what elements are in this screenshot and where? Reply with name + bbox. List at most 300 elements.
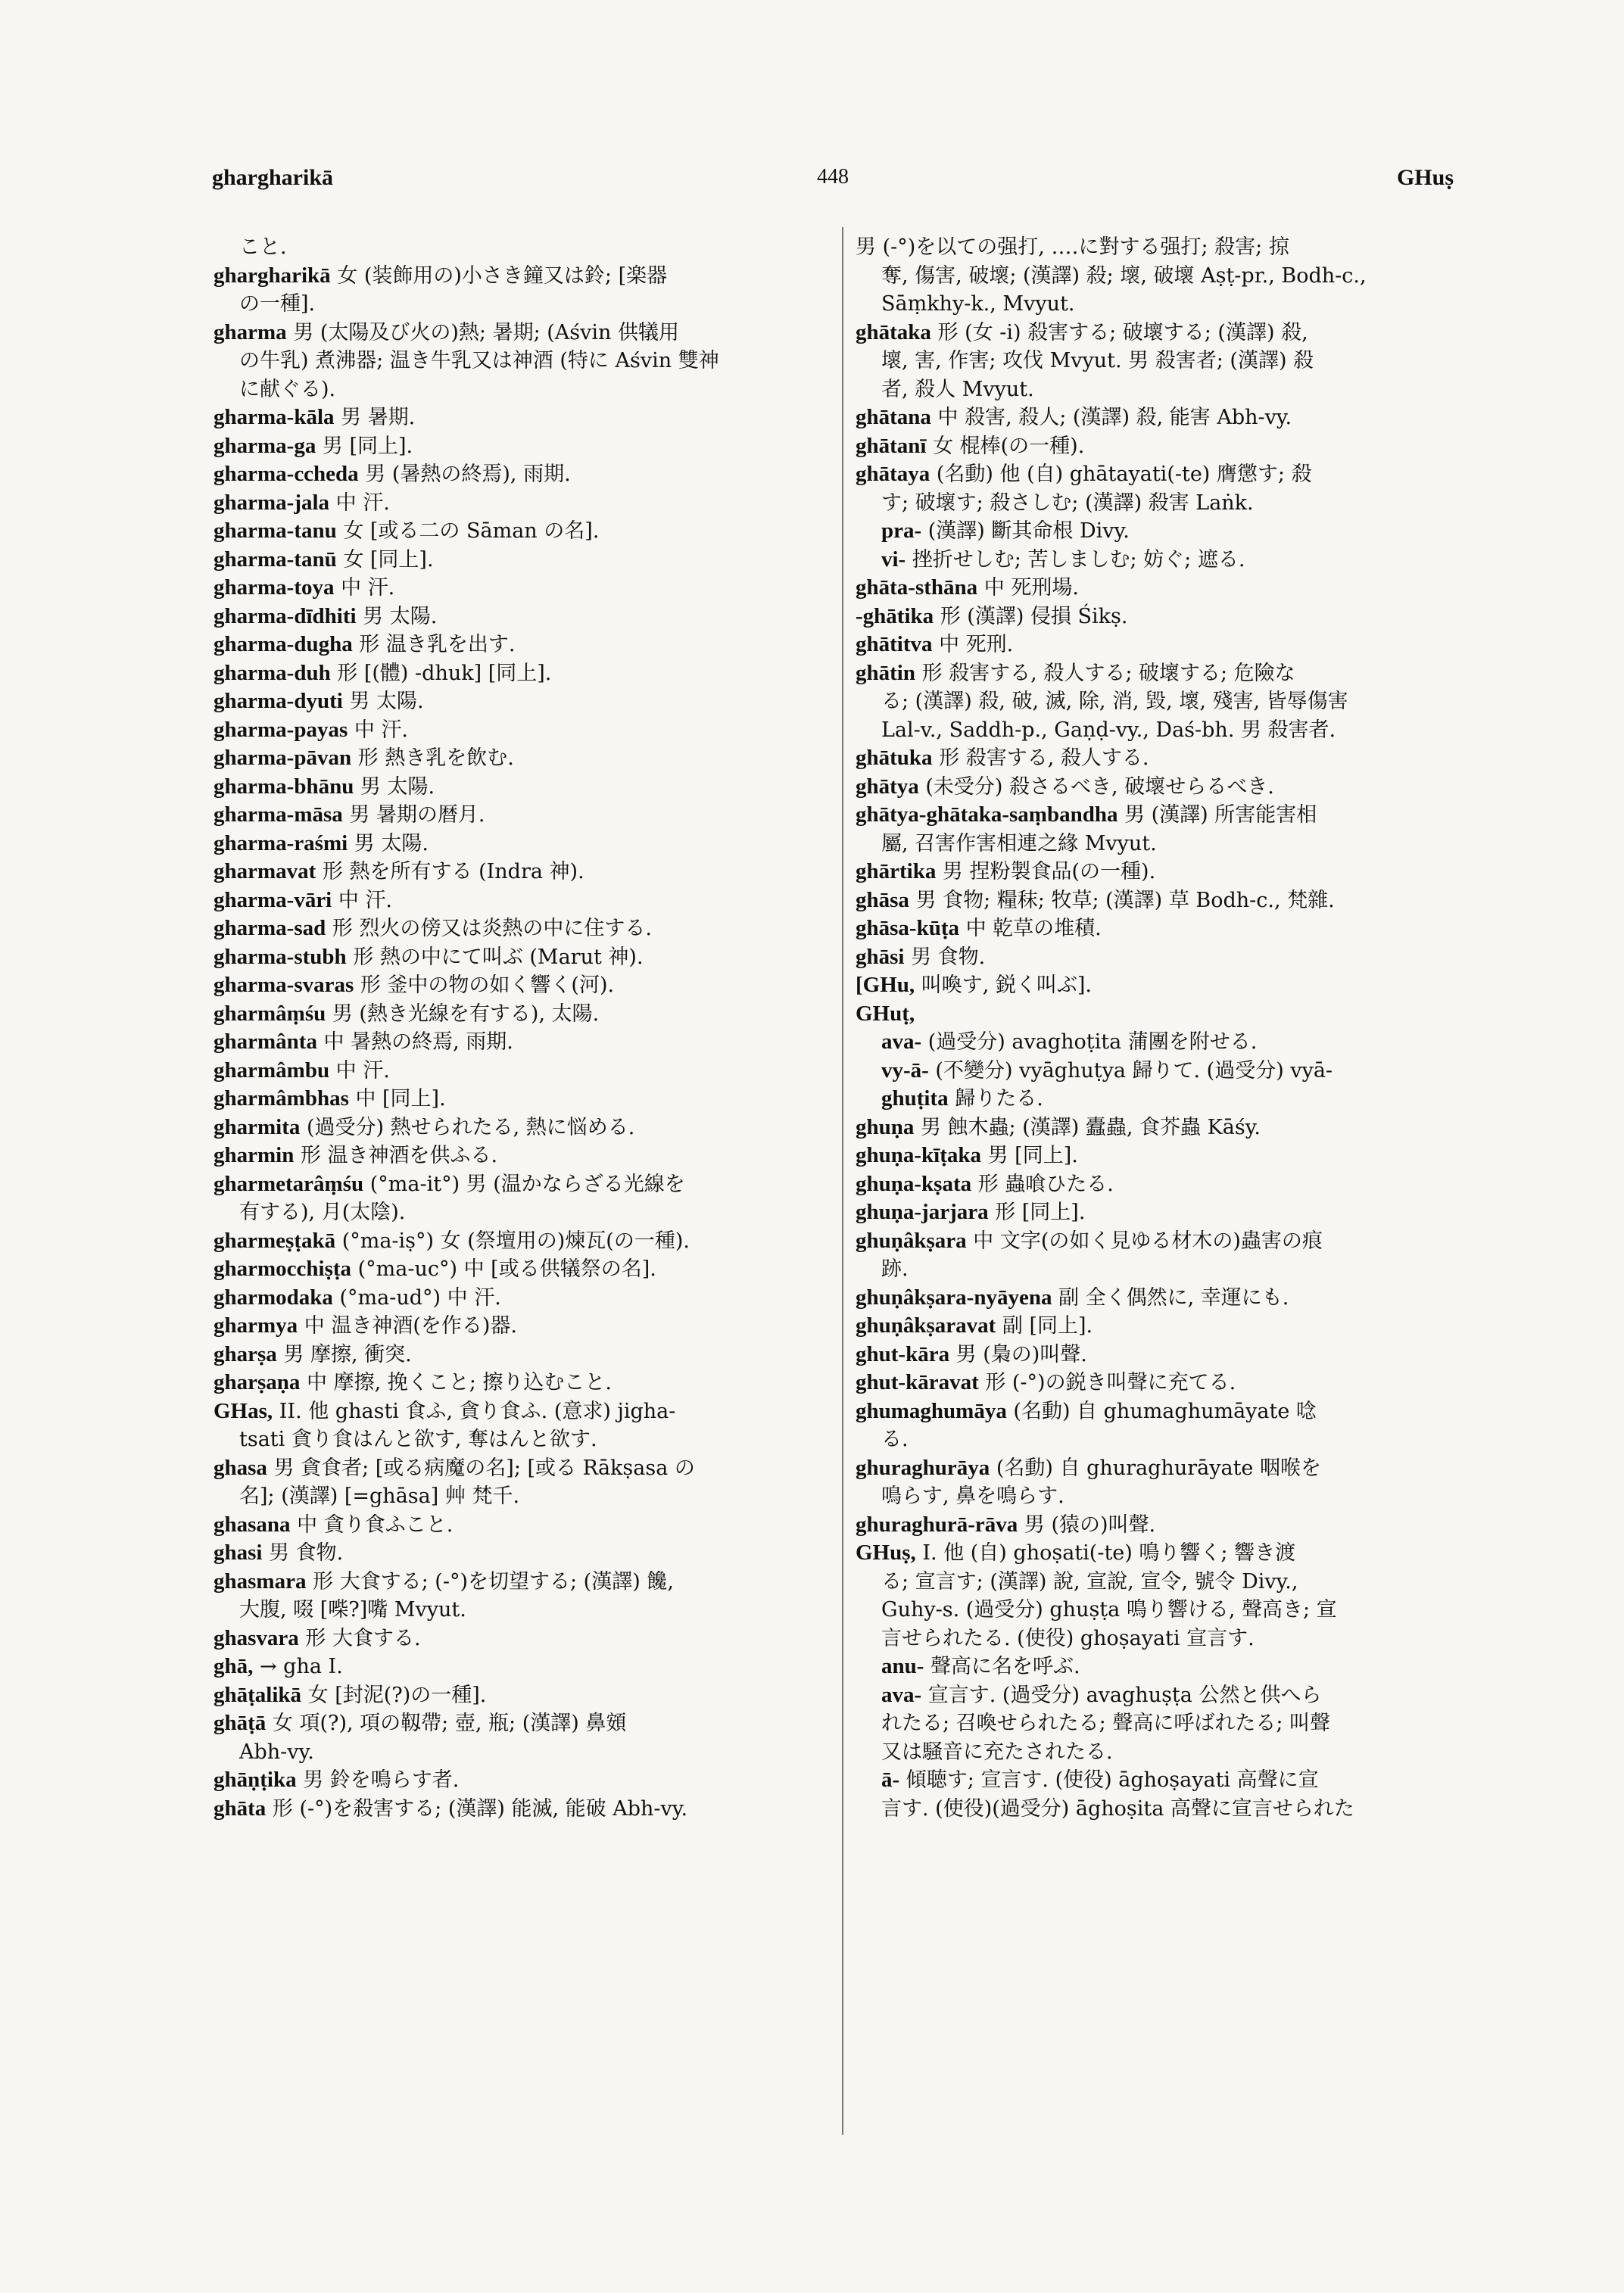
definition-text: 形 熱き乳を飲む. [351,746,514,770]
headword: ghāsi [856,944,905,969]
entry-line [214,1227,842,1256]
definition-text: Guhy-s. (過受分) ghuṣṭa 鳴り響ける, 聲高き; 宣 [881,1598,1337,1622]
definition-text: 女 (装飾用の)小さき鐘又は鈴; [楽器 [330,263,668,288]
headword: gharmâmbu [214,1058,330,1083]
headword: gharṣaṇa [214,1370,301,1394]
definition-text: 形 釜中の物の如く響く(河). [354,974,615,997]
definition-text: る; (漢譯) 殺, 破, 滅, 除, 消, 毀, 壞, 殘害, 皆辱傷害 [881,690,1348,713]
column-divider [842,227,843,2135]
definition-text: 壞, 害, 作害; 攻伐 Mvyut. 男 殺害者; (漢譯) 殺 [881,349,1314,372]
headword: ghāṇṭika [214,1768,297,1792]
definition-text: 名]; (漢譯) [=ghāsa] 艸 梵千. [239,1485,520,1508]
entry-line [856,914,1484,943]
headword: gharma-dyuti [214,689,343,713]
headword: ghuṇâkṣara-nyāyena [856,1285,1052,1310]
definition-text: 男 食物. [262,1541,344,1565]
entry-line [214,1709,842,1738]
headword: ghuṇa-kīṭaka [856,1143,982,1167]
definition-text: 男 貪食者; [或る病魔の名]; [或る Rākṣasa の [267,1456,695,1480]
entry-line [856,687,1484,716]
definition-text: 男 鈴を鳴らす者. [296,1768,460,1792]
definition-text: 中 温き神酒(を作る)器. [298,1314,517,1338]
definition-text: 男 食物. [904,945,986,969]
definition-text: 女 [同上]. [336,547,434,572]
definition-text: 中 汗. [334,576,395,600]
page-header [212,165,1454,203]
entry-line [856,1596,1484,1625]
entry-line [856,773,1484,802]
definition-text: 形 温き乳を出す. [352,633,516,656]
entry-line [214,1114,842,1142]
headword: ghātitva [856,632,933,656]
entry-line [856,1255,1484,1284]
entry-line [214,1511,842,1540]
entry-line [856,1000,1484,1029]
entry-line [856,659,1484,688]
entry-line [856,233,1484,262]
definition-text: 者, 殺人 Mvyut. [881,377,1034,401]
definition-text: 男 蝕木蟲; (漢譯) 蠹蟲, 食芥蟲 Kāśy. [914,1115,1261,1139]
headword: GHas, [214,1398,273,1423]
entry-line [214,603,842,631]
headword: ghārtika [856,859,937,883]
entry-line [214,460,842,489]
definition-text: 女 [封泥(?)の一種]. [301,1683,487,1707]
definition-text: (漢譯) 斷其命根 Divy. [921,519,1130,543]
right-column [856,233,1484,1823]
entry-line [214,1795,842,1824]
headword: gharma-duh [214,660,331,685]
entry-line [856,574,1484,603]
definition-text: 男 (暑熱の終焉), 雨期. [358,463,571,486]
headword: gharma-stubh [214,944,347,969]
entry-line [856,1114,1484,1142]
headword: ghuṭita [881,1086,949,1111]
headword: ghātin [856,660,915,685]
headword: ghasi [214,1541,263,1565]
entry-line [856,489,1484,518]
definition-text: 挫折せしむ; 苦しましむ; 妨ぐ; 遮る. [906,547,1245,572]
headword: gharmetarâṃśu [214,1171,364,1196]
headword: ghātya [856,774,919,799]
headword: ghasa [214,1455,267,1480]
entry-line [214,858,842,886]
definition-text: 形 蟲喰ひたる. [971,1172,1114,1196]
definition-text: 中 摩擦, 挽くこと; 擦り込むこと. [300,1371,613,1394]
definition-text: 中 死刑場. [977,576,1079,600]
entry-line [856,1766,1484,1795]
definition-text: 男 (梟の)叫聲. [949,1342,1087,1366]
page-number: 448 [817,165,849,188]
definition-text: 叫喚す, 鋭く叫ぶ]. [915,974,1093,997]
entry-line [856,319,1484,347]
definition-text: す; 破壞す; 殺さしむ; (漢譯) 殺害 Laṅk. [881,491,1254,515]
entry-line [214,403,842,432]
definition-text: 言せられたる. (使役) ghoṣayati 宣言す. [881,1626,1255,1650]
entry-line [214,1397,842,1426]
definition-text: 中 汗. [329,1058,390,1083]
definition-text: (過受分) 熱せられたる, 熱に悩める. [300,1115,635,1139]
entry-line [214,1142,842,1170]
definition-text: の一種]. [239,292,316,316]
entry-line [214,1198,842,1227]
definition-text: 男 捏粉製食品(の一種). [936,860,1156,883]
headword: ava- [881,1682,922,1707]
definition-text: 中 暑熱の終焉, 雨期. [316,1030,513,1054]
entry-line [214,830,842,858]
definition-text: 男 太陽. [354,774,435,799]
definition-text: (名動) 自 ghumaghumāyate 唸 [1006,1399,1317,1423]
definition-text: 又は騒音に充たされたる. [881,1740,1113,1764]
headword: [GHu, [856,973,915,997]
definition-text: 副 全く偶然に, 幸運にも. [1052,1285,1289,1310]
definition-text: 有する), 月(太陰). [239,1201,406,1224]
definition-text: 形 烈火の傍又は炎熱の中に住する. [326,917,652,940]
entry-line [856,1511,1484,1540]
entry-line [214,886,842,915]
entry-line [214,1568,842,1597]
entry-line [856,603,1484,631]
entry-line [856,744,1484,773]
headword: ghāta [214,1796,267,1821]
entry-line [214,1454,842,1483]
entry-line [856,886,1484,915]
entry-line [214,744,842,773]
entry-line [856,1028,1484,1057]
entry-line [856,1738,1484,1767]
headword: ghuṇa-kṣata [856,1171,972,1196]
definition-text: → gha I. [253,1655,343,1678]
entry-line [856,1795,1484,1824]
headword: ghāṭā [214,1711,267,1735]
definition-text: 中 汗. [332,888,392,912]
entry-line [214,1425,842,1454]
definition-text: 歸りたる. [948,1087,1043,1111]
entry-line [214,1255,842,1284]
entry-line [214,517,842,546]
entry-line [214,971,842,1000]
definition-text: 形 [同上]. [988,1201,1086,1224]
entry-line [214,290,842,319]
entry-line [214,1766,842,1795]
headword: gharma-tanū [214,547,337,572]
definition-text: tsati 貪り食はんと欲す, 奪はんと欲す. [239,1428,597,1451]
definition-text: 中 貪り食ふこと. [290,1513,454,1537]
definition-text: 跡. [881,1257,909,1281]
definition-text: II. 他 ghasti 食ふ, 貪り食ふ. (意求) jigha- [273,1399,676,1423]
entry-line [856,1369,1484,1397]
header-left-guideword: ghargharikā [212,165,334,190]
definition-text: 女 棍棒(の一種). [926,434,1085,458]
definition-text: 男 太陽. [342,690,424,713]
definition-text: 男 [同上]. [981,1144,1078,1167]
definition-text: 副 [同上]. [996,1314,1093,1338]
entry-line [214,347,842,375]
definition-text: に献ぐる). [239,377,336,401]
headword: ghumaghumāya [856,1398,1007,1423]
definition-text: 奪, 傷害, 破壞; (漢譯) 殺; 壞, 破壞 Aṣṭ-pr., Bodh-c., [881,263,1367,288]
definition-text: 形 熱を所有する (Indra 神). [316,860,584,883]
headword: gharma-dīdhiti [214,603,357,628]
headword: ghuṇâkṣaravat [856,1313,996,1338]
headword: gharma-vāri [214,887,332,912]
definition-text: (°ma-it°) 男 (温かならざる光線を [363,1172,685,1196]
entry-line [856,1425,1484,1454]
entry-line [856,971,1484,1000]
definition-text: 形 温き神酒を供ふる. [294,1144,498,1167]
definition-text: Lal-v., Saddh-p., Gaṇḍ-vy., Daś-bh. 男 殺害者. [881,718,1336,742]
entry-line [214,489,842,518]
entry-line [856,1625,1484,1653]
headword: gharma-dugha [214,632,353,656]
entry-line [214,1000,842,1029]
headword: ghuṇa [856,1114,915,1139]
entry-line [214,1312,842,1341]
headword: gharma-ga [214,433,316,458]
entry-line [856,1568,1484,1597]
headword: ghuraghurā-rāva [856,1512,1018,1537]
definition-text: 中 汗. [348,718,408,742]
entry-line [214,1284,842,1313]
definition-text: (°ma-uc°) 中 [或る供犠祭の名]. [351,1257,656,1281]
entry-line [856,1454,1484,1483]
entry-line [856,403,1484,432]
headword: ghasana [214,1512,291,1537]
entry-line [214,546,842,575]
headword: ghuṇâkṣara [856,1228,967,1253]
definition-text: 聲高に名を呼ぶ. [924,1655,1080,1678]
headword: ghāṭalikā [214,1682,302,1707]
entry-line [214,716,842,745]
headword: gharma-ccheda [214,462,359,486]
headword: pra- [881,519,922,543]
headword: ghātaya [856,462,930,486]
entry-line [214,233,842,262]
definition-text: 男 (熱き光線を有する), 太陽. [326,1002,600,1026]
headword: ghut-kāravat [856,1370,979,1394]
headword: gharma-māsa [214,802,343,827]
definition-text: 中 汗. [329,491,390,515]
entry-line [214,1482,842,1511]
entry-line [214,262,842,291]
headword: vy-ā- [881,1058,929,1083]
entry-line [214,375,842,404]
entry-line [214,1653,842,1681]
definition-text: る; 宣言す; (漢譯) 說, 宣說, 宣令, 號令 Divy., [881,1569,1298,1594]
headword: gharma-kāla [214,405,335,429]
entry-line [214,914,842,943]
entry-line [856,1482,1484,1511]
definition-text: 屬, 召害作害相連之緣 Mvyut. [881,831,1157,855]
entry-line [856,1085,1484,1114]
entry-line [856,1312,1484,1341]
headword: gharmeṣṭakā [214,1228,336,1253]
headword: ghāsa-kūṭa [856,916,959,940]
headword: ā- [881,1768,900,1792]
definition-text: る. [881,1428,909,1451]
entry-line [214,1170,842,1199]
headword: ghāsa [856,887,909,912]
entry-line [214,1738,842,1767]
headword: ghasmara [214,1569,307,1594]
headword: ghātanī [856,433,927,458]
headword: ghāta-sthāna [856,575,978,600]
entry-line [214,1085,842,1114]
entry-line [214,801,842,830]
headword: gharma-toya [214,575,335,600]
definition-text: 中 文字(の如く見ゆる材木の)蟲害の痕 [966,1229,1323,1253]
entry-line [856,347,1484,375]
entry-line [856,1170,1484,1199]
entry-line [856,375,1484,404]
headword: gharma [214,319,287,344]
headword: GHuṭ, [856,1001,915,1026]
entry-line [856,1142,1484,1170]
headword: ghātana [856,405,931,429]
definition-text: 形 [(體) -dhuk] [同上]. [330,661,552,685]
entry-line [856,262,1484,291]
definition-text: 形 熱の中にて叫ぶ (Marut 神). [346,945,644,969]
headword: gharmodaka [214,1285,333,1310]
definition-text: (°ma-iṣ°) 女 (祭壇用の)煉瓦(の一種). [335,1229,690,1253]
entry-line [856,716,1484,745]
definition-text: Abh-vy. [239,1740,314,1764]
left-column [214,233,842,1823]
definition-text: 形 (漢譯) 侵損 Śikṣ. [934,604,1128,628]
definition-text: の牛乳) 煮沸器; 温き牛乳又は神酒 (特に Aśvin 雙神 [239,349,719,372]
definition-text: 宣言す. (過受分) avaghuṣṭa 公然と供へら [921,1683,1322,1707]
entry-line [856,1709,1484,1738]
entry-line [214,659,842,688]
entry-line [856,1653,1484,1681]
entry-line [214,319,842,347]
headword: ghātya-ghātaka-saṃbandha [856,802,1118,827]
definition-text: (名動) 自 ghuraghurāyate 咽喉を [990,1456,1321,1480]
definition-text: (未受分) 殺さるべき, 破壞せらるべき. [918,774,1274,799]
entry-line [856,1397,1484,1426]
definition-text: 中 死刑. [932,633,1014,656]
entry-line [214,943,842,972]
headword: gharmâmbhas [214,1086,349,1111]
headword: ghuṇa-jarjara [856,1200,989,1224]
entry-line [856,546,1484,575]
entry-line [856,801,1484,830]
entry-line [856,460,1484,489]
entry-line [214,574,842,603]
definition-text: れたる; 召喚せられたる; 聲高に呼ばれたる; 叫聲 [881,1712,1331,1735]
headword: ghasvara [214,1625,299,1650]
definition-text: 言す. (使役)(過受分) āghoṣita 高聲に宣言せられた [881,1796,1354,1821]
definition-text: 男 [同上]. [316,434,413,458]
definition-text: 男 太陽. [356,604,438,628]
headword: anu- [881,1654,924,1678]
definition-text: (過受分) avaghoṭita 蒲團を附せる. [921,1030,1258,1054]
entry-line [214,631,842,659]
entry-line [214,1057,842,1086]
entry-line [856,1227,1484,1256]
definition-text: Sāṃkhy-k., Mvyut. [881,292,1075,316]
definition-text: 女 項(?), 項の靱帶; 壺, 瓶; (漢譯) 鼻頞 [266,1712,627,1735]
entry-line [856,1057,1484,1086]
headword: gharmâṃśu [214,1001,326,1026]
definition-text: (°ma-ud°) 中 汗. [332,1285,501,1310]
definition-text: 女 [或る二の Sāman の名]. [336,519,600,543]
definition-text: 中 乾草の堆積. [959,917,1102,940]
entry-line [214,1369,842,1397]
headword: ava- [881,1030,922,1054]
headword: gharma-bhānu [214,774,354,799]
headword: -ghātika [856,603,934,628]
entry-line [214,1028,842,1057]
entry-line [856,1539,1484,1568]
definition-text: 男 暑期. [334,406,416,429]
headword: gharmocchiṣṭa [214,1257,352,1281]
entry-line [856,1341,1484,1369]
entry-line [856,1198,1484,1227]
entry-line [214,1681,842,1710]
definition-text: 男 太陽. [348,831,429,855]
entry-line [856,858,1484,886]
headword: gharmin [214,1143,295,1167]
headword: gharma-raśmi [214,830,348,855]
entry-line [856,290,1484,319]
definition-text: 形 殺害する, 殺人する. [932,746,1149,770]
headword: gharma-svaras [214,973,354,997]
headword: gharma-jala [214,490,330,515]
entry-line [856,943,1484,972]
definition-text: 形 (-°)の鋭き叫聲に充てる. [978,1371,1236,1394]
entry-line [856,1681,1484,1710]
definition-text: 中 殺害, 殺人; (漢譯) 殺, 能害 Abh-vy. [930,406,1292,429]
definition-text: 男 (-°)を以ての强打, ‥‥に對する强打; 殺害; 掠 [856,235,1289,259]
definition-text: 男 (猿の)叫聲. [1018,1513,1156,1537]
definition-text: 男 (漢譯) 所害能害相 [1117,803,1317,827]
definition-text: こと. [239,235,287,259]
headword: gharṣa [214,1341,277,1366]
headword: ghargharikā [214,263,331,288]
definition-text: 男 (太陽及び火の)熱; 暑期; (Aśvin 供犠用 [286,320,680,344]
headword: gharmavat [214,859,316,883]
definition-text: 男 食物; 糧秣; 牧草; (漢譯) 草 Bodh-c., 梵雜. [909,888,1335,912]
headword: gharmita [214,1114,301,1139]
definition-text: 形 大食する. [298,1626,421,1650]
entry-line [214,1539,842,1568]
headword: vi- [881,547,906,572]
entry-line [856,830,1484,858]
entry-line [214,1596,842,1625]
headword: ghātaka [856,319,931,344]
definition-text: 形 (-°)を殺害する; (漢譯) 能滅, 能破 Abh-vy. [266,1796,688,1821]
definition-text: 形 大食する; (-°)を切望する; (漢譯) 饞, [306,1569,674,1594]
headword: gharma-pāvan [214,746,352,770]
definition-text: (名動) 他 (自) ghātayati(-te) 膺懲す; 殺 [930,463,1312,486]
headword: ghātuka [856,746,933,770]
definition-text: 形 (女 -i) 殺害する; 破壞する; (漢譯) 殺, [930,320,1308,344]
definition-text: 男 暑期の暦月. [342,803,485,827]
definition-text: 大腹, 啜 [喍?]嘴 Mvyut. [239,1598,466,1622]
entry-line [214,773,842,802]
headword: gharma-payas [214,717,348,742]
definition-text: 鳴らす, 鼻を鳴らす. [881,1485,1064,1508]
headword: ghuraghurāya [856,1455,990,1480]
definition-text: 中 [同上]. [348,1087,446,1111]
entry-line [214,432,842,461]
entry-line [856,631,1484,659]
entry-line [856,1284,1484,1313]
entry-line [214,1625,842,1653]
definition-text: (不變分) vyāghuṭya 歸りて. (過受分) vyā- [928,1058,1333,1083]
definition-text: 男 摩擦, 衝突. [276,1342,412,1366]
